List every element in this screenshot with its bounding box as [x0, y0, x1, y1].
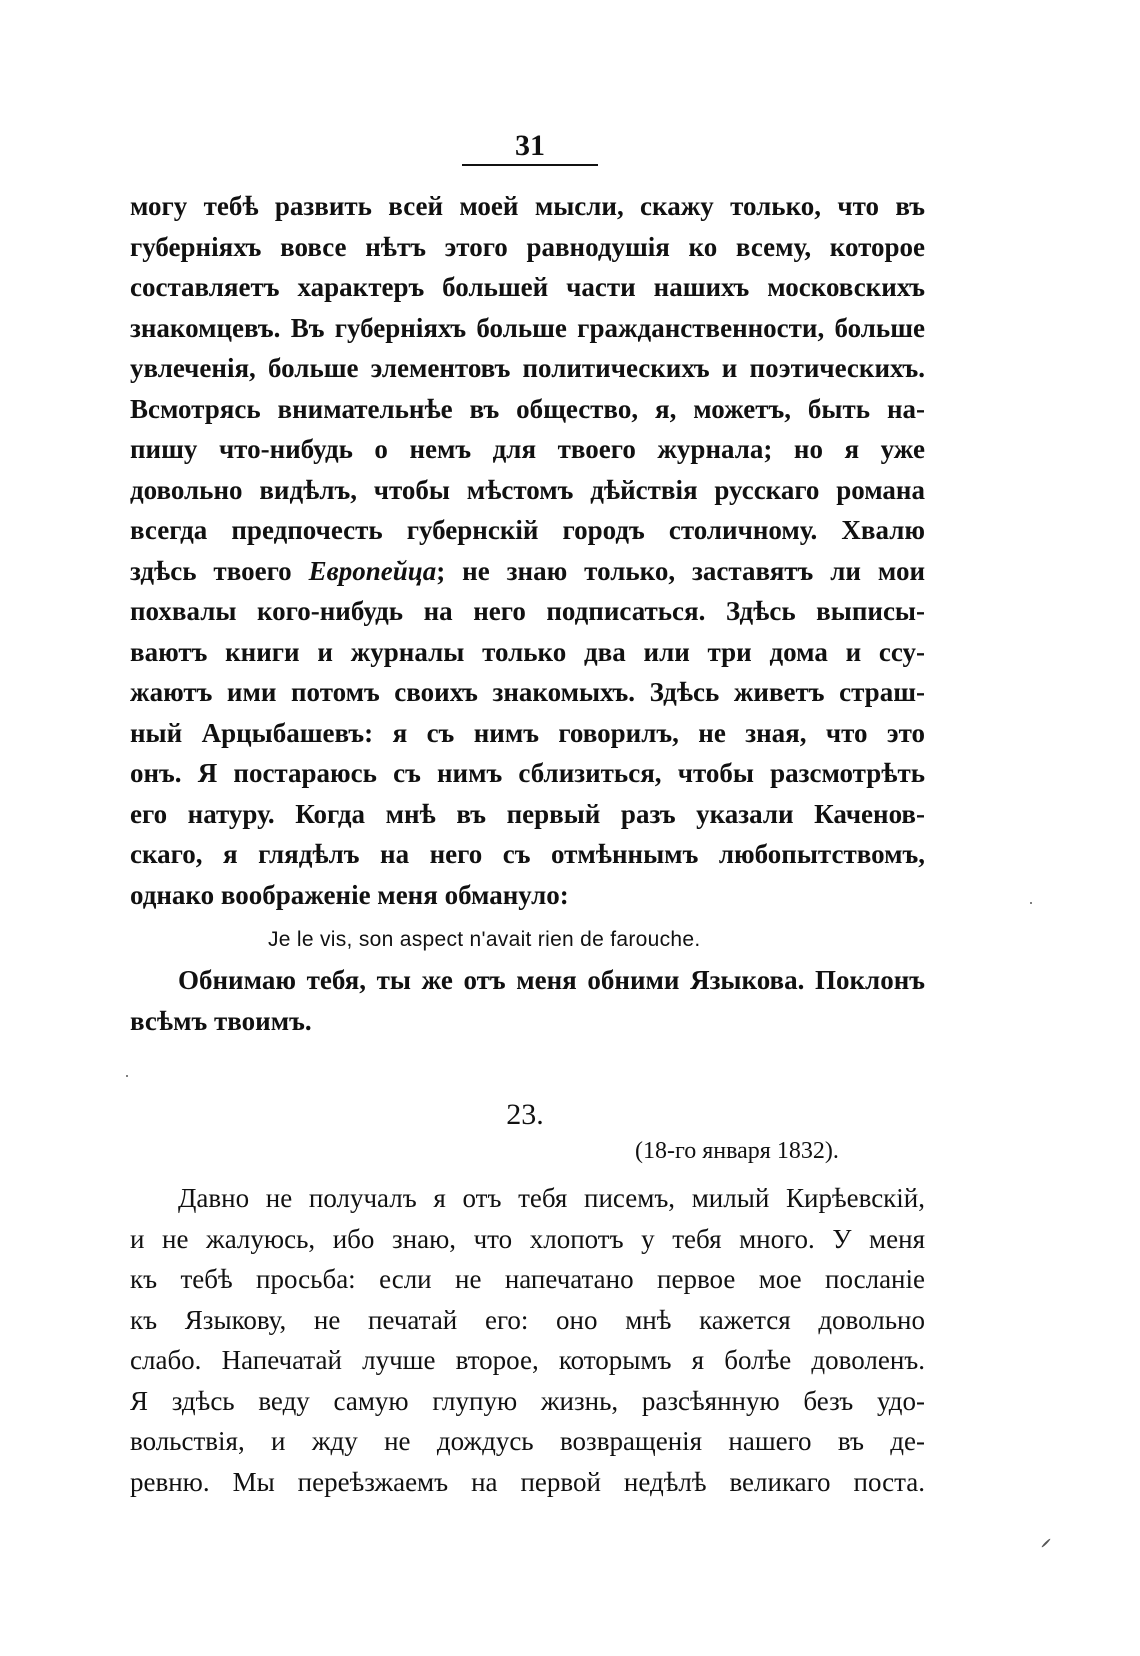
page-number-rule	[462, 164, 598, 166]
text-line: къ тебѣ просьба: если не напечатано первое мое посланіе	[130, 1264, 925, 1294]
text-line: Давно не получалъ я отъ тебя писемъ, милый Кирѣевскій,	[178, 1183, 925, 1213]
text-line: ревню. Мы переѣзжаемъ на первой недѣлѣ великаго поста.	[130, 1466, 925, 1497]
text-line: довольно видѣлъ, чтобы мѣстомъ дѣйствія русскаго романа	[130, 474, 925, 505]
text-line: однако воображеніе меня обмануло:	[130, 879, 569, 910]
journal-title-italic: Европейца	[308, 555, 437, 586]
text-line: къ Языкову, не печатай его: оно мнѣ кажется довольно	[130, 1304, 925, 1335]
text-line: губерніяхъ вовсе нѣтъ этого равнодушія ко всему, которое	[130, 231, 925, 262]
text-line: и не жалуюсь, ибо знаю, что хлопотъ у тебя много. У меня	[130, 1223, 925, 1254]
paragraph-2	[130, 960, 925, 1041]
text-line: составляетъ характеръ большей части нашихъ московскихъ	[130, 272, 925, 302]
text-line: онъ. Я постараюсь съ нимъ сблизиться, чтобы разсмотрѣть	[130, 758, 925, 788]
text-line: Всмотрясь внимательнѣе въ общество, я, можетъ, быть на-	[130, 393, 925, 424]
scan-mark	[1041, 1538, 1051, 1548]
text-line: скаго, я глядѣлъ на него съ отмѣннымъ любопытствомъ,	[130, 839, 925, 869]
french-quote: Je le vis, son aspect n'avait rien de farouche.	[268, 928, 701, 951]
text-line: Обнимаю тебя, ты же отъ меня обними Языкова. Поклонъ	[178, 965, 925, 995]
scan-speck	[1030, 902, 1032, 904]
text-line: слабо. Напечатай лучше второе, которымъ я болѣе доволенъ.	[130, 1345, 925, 1375]
page-number: 31	[515, 129, 545, 162]
text-line: похвалы кого-нибудь на него подписаться. Здѣсь выписы-	[130, 596, 925, 626]
text-line: его натуру. Когда мнѣ въ первый разъ указали Каченов-	[130, 798, 925, 829]
text-line: пишу что-нибудь о немъ для твоего журнала; но я уже	[130, 434, 925, 464]
text-fragment: ; не знаю только, заставятъ ли мои	[436, 555, 925, 586]
scan-speck	[126, 1075, 128, 1077]
text-line: знакомцевъ. Въ губерніяхъ больше гражданственности, больше	[130, 312, 925, 343]
text-line: ваютъ книги и журналы только два или три дома и ссу-	[130, 636, 925, 667]
letter-number: 23.	[506, 1098, 544, 1131]
paragraph-1	[130, 186, 925, 915]
text-line: увлеченія, больше элементовъ политическихъ и поэтическихъ.	[130, 353, 925, 383]
text-line: могу тебѣ развить всей моей мысли, скажу только, что въ	[130, 191, 925, 221]
text-line: жаютъ ими потомъ своихъ знакомыхъ. Здѣсь живетъ страш-	[130, 677, 925, 707]
text-line: всѣмъ твоимъ.	[130, 1005, 312, 1036]
text-line: Я здѣсь веду самую глупую жизнь, разсѣянную безъ удо-	[130, 1385, 925, 1416]
text-line: всегда предпочесть губернскій городъ столичному. Хвалю	[130, 515, 925, 545]
text-line: ный Арцыбашевъ: я съ нимъ говорилъ, не зная, что это	[130, 717, 925, 748]
text-fragment: здѣсь твоего	[130, 555, 309, 586]
text-line-with-title	[130, 551, 925, 592]
letter-date: (18-го января 1832).	[635, 1138, 839, 1164]
text-line: вольствія, и жду не дождусь возвращенія нашего въ де-	[130, 1426, 925, 1456]
paragraph-3	[130, 1178, 925, 1502]
